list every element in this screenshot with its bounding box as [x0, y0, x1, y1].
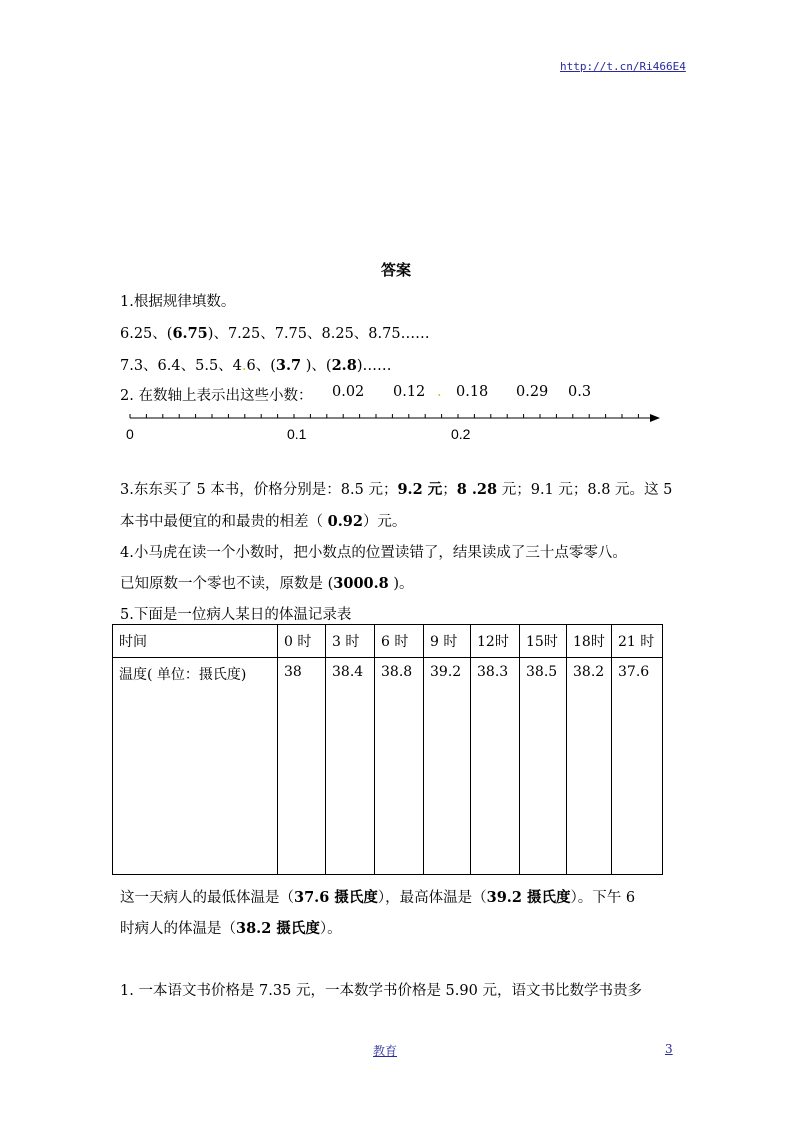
q5-t3: ）。下午 6 [570, 890, 636, 906]
q5-answer-6pm: 38.2 摄氏度 [236, 920, 320, 937]
q2-number: 0.18 [456, 384, 489, 400]
q3-sep: ； [442, 482, 457, 498]
q5-t2: ），最高体温是（ [377, 890, 487, 906]
q3-line1 [120, 478, 672, 499]
q1-line1-answer: 6.75 [172, 325, 208, 342]
q4-text3: )。 [388, 576, 414, 592]
q1-line2-between: )、( [301, 358, 332, 374]
footer-center-link[interactable]: 教育 [373, 1044, 398, 1058]
table-cell: 12时 [471, 625, 520, 658]
q4-line2 [120, 572, 414, 593]
arrow-right-icon [650, 414, 660, 422]
table-cell: 38.2 [567, 658, 612, 875]
q1-line1-post: )、7.25、7.75、8.25、8.75…… [207, 326, 430, 342]
yellow-dot-mark: . [241, 358, 247, 374]
q5-conclusion-line2 [120, 917, 342, 938]
table-cell: 9 时 [424, 625, 471, 658]
axis-label: 0.2 [451, 426, 471, 442]
q3-bold-price2: 8 .28 [456, 481, 498, 498]
q3-text2: 元；9.1 元；8.8 元。这 5 [497, 482, 673, 498]
axis-label: 0 [126, 426, 134, 442]
q1-line2-mid: 6、( [246, 358, 276, 374]
q5-heading: 5.下面是一位病人某日的体温记录表 [120, 607, 352, 623]
table-cell-label: 温度( 单位：摄氏度) [113, 658, 278, 875]
q5-t5: ）。 [319, 921, 342, 937]
q4-text2: 已知原数一个零也不读，原数是 ( [120, 576, 334, 592]
table-cell: 38.3 [471, 658, 520, 875]
q3-text3: 本书中最便宜的和最贵的相差（ [120, 514, 328, 530]
q1-line1-pre: 6.25、( [120, 326, 173, 342]
q1-line2-answer1: 3.7 [275, 357, 302, 374]
q3-text4: ）元。 [362, 514, 407, 530]
q2-number: 0.29 [516, 384, 549, 400]
table-cell: 21 时 [612, 625, 663, 658]
q5-answer-min: 37.6 摄氏度 [294, 889, 378, 906]
table-cell: 0 时 [278, 625, 326, 658]
q1-line2 [120, 354, 391, 375]
q1-line2-pre: 7.3、6.4、5.5、4 [120, 358, 242, 374]
q2-number: 0.3 [568, 384, 592, 400]
table-cell: 15时 [520, 625, 567, 658]
q3-text1: 3.东东买了 5 本书，价格分别是：8.5 元； [120, 482, 398, 498]
table-cell: 38 [278, 658, 326, 875]
q2-number: 0.12 [393, 384, 426, 400]
axis-label: 0.1 [287, 426, 307, 442]
yellow-dot-mark: . [437, 384, 442, 400]
q1-heading: 1.根据规律填数。 [120, 294, 236, 310]
q1-line2-post: )…… [356, 358, 392, 374]
q5-t4: 时病人的体温是（ [120, 921, 236, 937]
table-cell: 38.4 [326, 658, 375, 875]
q4-answer: 3000.8 [333, 575, 389, 592]
q1-line2-answer2: 2.8 [331, 357, 357, 374]
q3-bold-price1: 9.2 元 [397, 481, 443, 498]
table-cell: 39.2 [424, 658, 471, 875]
number-line [120, 408, 665, 428]
number-line-ticks [130, 414, 638, 418]
table-cell-label: 时间 [113, 625, 278, 658]
q3-line2 [120, 510, 406, 531]
table-cell: 38.5 [520, 658, 567, 875]
q3-answer: 0.92 [327, 513, 363, 530]
q5-t1: 这一天病人的最低体温是（ [120, 890, 294, 906]
extra-question-line: 1. 一本语文书价格是 7.35 元，一本数学书价格是 5.90 元，语文书比数学书贵多 [120, 983, 642, 999]
table-cell: 37.6 [612, 658, 663, 875]
q5-answer-max: 39.2 摄氏度 [486, 889, 571, 906]
q2-heading: 2. 在数轴上表示出这些小数： [120, 388, 313, 404]
header-url-link[interactable]: http://t.cn/Ri466E4 [560, 60, 686, 73]
q5-conclusion-line1 [120, 886, 635, 907]
temperature-table [112, 624, 663, 875]
table-row [113, 658, 663, 875]
answer-title: 答案 [381, 261, 412, 279]
table-row [113, 625, 663, 658]
footer-page-number[interactable]: 3 [665, 1042, 673, 1056]
table-cell: 3 时 [326, 625, 375, 658]
q4-line1: 4.小马虎在读一个小数时，把小数点的位置读错了，结果读成了三十点零零八。 [120, 545, 627, 561]
q2-number: 0.02 [332, 384, 365, 400]
table-cell: 38.8 [375, 658, 424, 875]
table-cell: 6 时 [375, 625, 424, 658]
table-cell: 18时 [567, 625, 612, 658]
q1-line1 [120, 322, 430, 343]
